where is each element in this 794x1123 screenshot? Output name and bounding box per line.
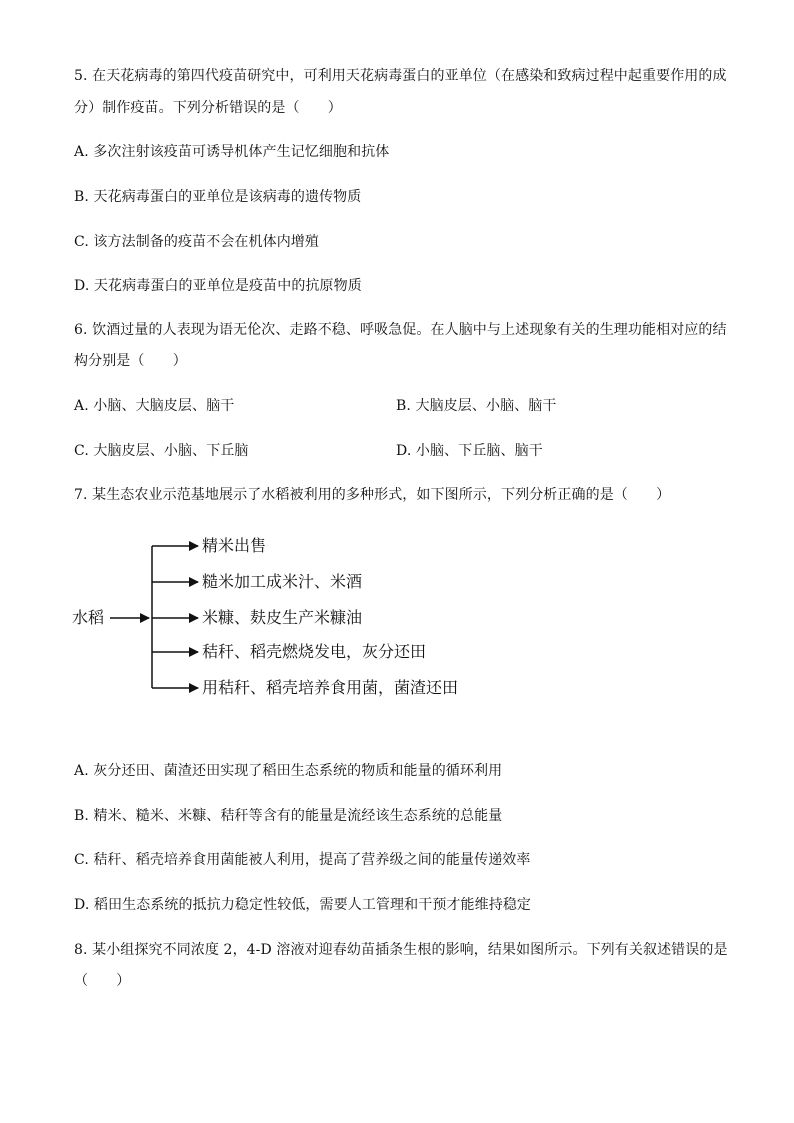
q7-option-a: A. 灰分还田、菌渣还田实现了稻田生态系统的物质和能量的循环利用 bbox=[74, 763, 503, 779]
diagram-branch-3: 米糠、麸皮生产米糠油 bbox=[202, 608, 363, 627]
q6-option-b: B. 大脑皮层、小脑、脑干 bbox=[396, 398, 557, 414]
diagram-branch-1: 精米出售 bbox=[202, 536, 267, 555]
diagram-branch-2: 糙米加工成米汁、米酒 bbox=[202, 572, 363, 591]
q5-stem-line2: 分）制作疫苗。下列分析错误的是（ ） bbox=[74, 100, 342, 116]
diagram-branch-5: 用秸秆、稻壳培养食用菌，菌渣还田 bbox=[202, 678, 459, 697]
q7-option-d: D. 稻田生态系统的抵抗力稳定性较低，需要人工管理和干预才能维持稳定 bbox=[74, 897, 532, 913]
q5-stem-line1: 5. 在天花病毒的第四代疫苗研究中，可利用天花病毒蛋白的亚单位（在感染和致病过程中起重要作用的成 bbox=[74, 68, 727, 84]
q6-stem-line2: 构分别是（ ） bbox=[74, 353, 187, 369]
q5-option-b: B. 天花病毒蛋白的亚单位是该病毒的遗传物质 bbox=[74, 189, 362, 205]
q6-option-a: A. 小脑、大脑皮层、脑干 bbox=[74, 398, 235, 414]
q7-option-b: B. 精米、糙米、米糠、秸秆等含有的能量是流经该生态系统的总能量 bbox=[74, 808, 503, 824]
q5-option-a: A. 多次注射该疫苗可诱导机体产生记忆细胞和抗体 bbox=[74, 144, 390, 160]
diagram-source-label: 水稻 bbox=[72, 608, 105, 627]
q6-option-d: D. 小脑、下丘脑、脑干 bbox=[396, 443, 543, 459]
q6-stem-line1: 6. 饮酒过量的人表现为语无伦次、走路不稳、呼吸急促。在人脑中与上述现象有关的生理功能相对应的结 bbox=[74, 322, 727, 338]
q5-option-c: C. 该方法制备的疫苗不会在机体内增殖 bbox=[74, 234, 320, 250]
q5-option-d: D. 天花病毒蛋白的亚单位是疫苗中的抗原物质 bbox=[74, 278, 362, 294]
q7-stem: 7. 某生态农业示范基地展示了水稻被利用的多种形式，如下图所示，下列分析正确的是（ ） bbox=[74, 487, 671, 503]
q6-option-c: C. 大脑皮层、小脑、下丘脑 bbox=[74, 443, 249, 459]
rice-utilization-diagram bbox=[70, 528, 510, 708]
q8-stem-line2: （ ） bbox=[74, 973, 131, 989]
q8-stem-line1: 8. 某小组探究不同浓度 2，4-D 溶液对迎春幼苗插条生根的影响，结果如图所示。下列有关叙述错误的是 bbox=[74, 942, 728, 958]
diagram-branch-4: 秸秆、稻壳燃烧发电，灰分还田 bbox=[202, 642, 427, 661]
q7-option-c: C. 秸秆、稻壳培养食用菌能被人利用，提高了营养级之间的能量传递效率 bbox=[74, 852, 531, 868]
